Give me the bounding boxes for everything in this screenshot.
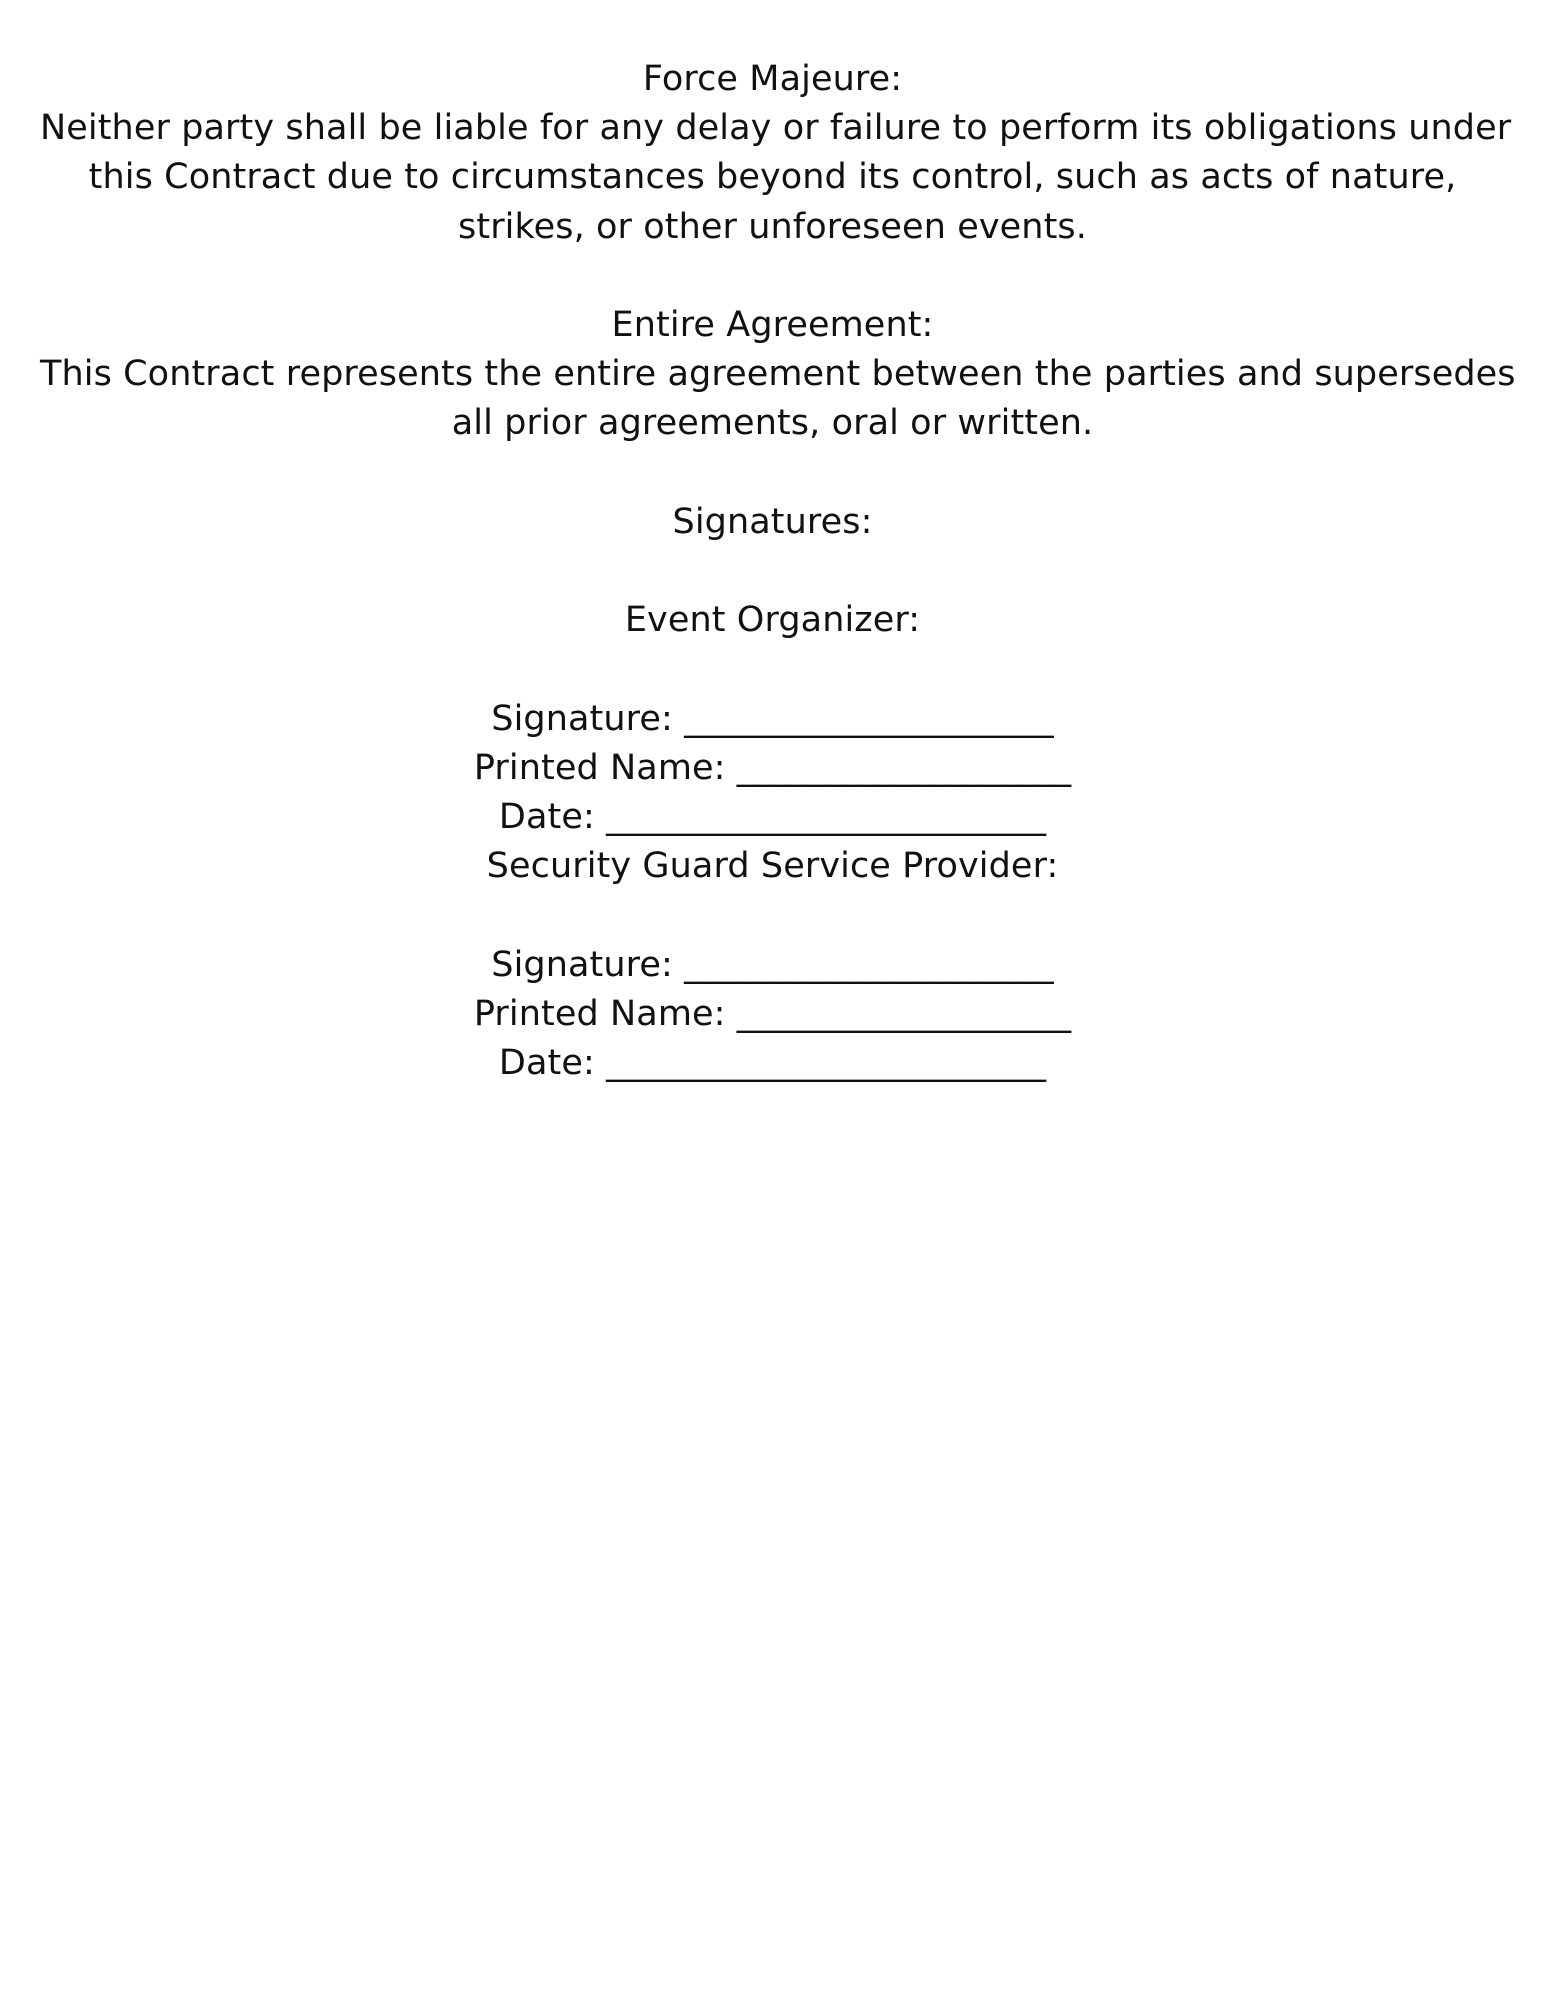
force-majeure-section: [40, 55, 1512, 252]
entire-agreement-heading: Entire Agreement:: [611, 305, 934, 345]
security-provider-label: Security Guard Service Provider:: [486, 846, 1059, 887]
entire-agreement-section: [40, 301, 1516, 449]
event-organizer-signature-field[interactable]: Signature: _____________________: [491, 698, 1054, 739]
event-organizer-printed-name-field[interactable]: Printed Name: ___________________: [473, 747, 1072, 788]
force-majeure-text-line-3: strikes, or other unforeseen events.: [458, 206, 1087, 247]
security-provider-printed-name-field[interactable]: Printed Name: ___________________: [473, 993, 1072, 1034]
spacer: [40, 891, 1505, 940]
force-majeure-text-line-2: this Contract due to circumstances beyond its control, such as acts of nature,: [88, 157, 1457, 198]
spacer: [40, 645, 1505, 694]
event-organizer-date-field[interactable]: Date: _________________________: [498, 796, 1047, 837]
force-majeure-heading: Force Majeure:: [642, 59, 903, 99]
entire-agreement-text-line-1: This Contract represents the entire agreement between the parties and supersedes: [40, 354, 1516, 395]
security-provider-signature-block: [40, 842, 1505, 1088]
spacer: [40, 449, 1505, 498]
security-provider-date-field[interactable]: Date: _________________________: [498, 1042, 1047, 1083]
spacer: [40, 252, 1505, 301]
spacer: [40, 547, 1505, 596]
event-organizer-signature-block: [40, 596, 1505, 842]
entire-agreement-text-line-2: all prior agreements, oral or written.: [451, 403, 1094, 444]
force-majeure-text-line-1: Neither party shall be liable for any delay or failure to perform its obligations under: [40, 108, 1512, 149]
event-organizer-label: Event Organizer:: [624, 600, 921, 641]
security-provider-signature-field[interactable]: Signature: _____________________: [491, 944, 1054, 985]
document-content: [40, 55, 1516, 1088]
signatures-heading: Signatures:: [672, 501, 873, 542]
